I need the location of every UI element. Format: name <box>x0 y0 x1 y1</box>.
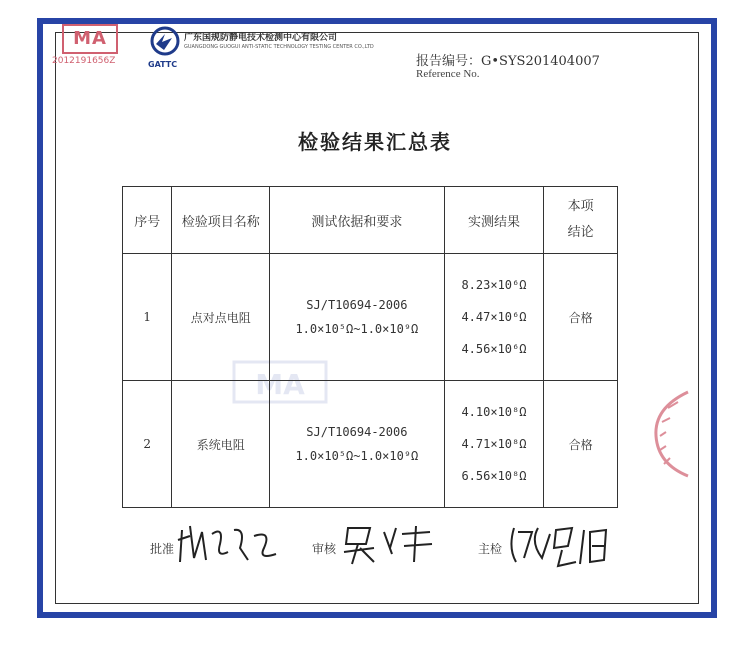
cell-results <box>444 254 544 381</box>
cell-no: 1 <box>123 254 172 381</box>
standard-code: SJ/T10694-2006 <box>306 425 408 439</box>
cma-logo <box>52 24 132 78</box>
header-results: 实测结果 <box>444 187 544 254</box>
cma-mark: MA <box>62 24 118 54</box>
header-standard: 测试依据和要求 <box>270 187 444 254</box>
header-conclusion <box>544 187 618 254</box>
cell-conclusion: 合格 <box>544 254 618 381</box>
gattc-logo <box>148 22 374 76</box>
institution-name: 广东国规防静电技术检测中心有限公司 <box>184 33 338 43</box>
cell-standard <box>270 381 444 508</box>
standard-requirement: 1.0×10⁵Ω~1.0×10⁹Ω <box>295 322 419 336</box>
red-seal-stamp <box>648 388 694 480</box>
cell-no: 2 <box>123 381 172 508</box>
cell-standard <box>270 254 444 381</box>
inspect-signature <box>506 518 616 570</box>
result-value: 8.23×10⁶Ω <box>461 278 527 292</box>
report-number: 报告编号：G•SYS201404007 <box>416 54 600 69</box>
review-signature <box>340 518 440 568</box>
svg-text:MA: MA <box>255 368 305 401</box>
cma-code: 2012191656Z <box>52 56 116 66</box>
table-row <box>123 254 618 381</box>
table-row <box>123 381 618 508</box>
cell-item: 点对点电阻 <box>172 254 270 381</box>
cell-conclusion: 合格 <box>544 381 618 508</box>
review-label: 审核 <box>312 542 337 556</box>
result-value: 4.56×10⁶Ω <box>461 342 527 356</box>
cell-results <box>444 381 544 508</box>
result-value: 4.47×10⁶Ω <box>461 310 527 324</box>
approve-signature <box>176 518 286 568</box>
approve-label: 批准 <box>150 542 175 556</box>
header-no: 序号 <box>123 187 172 254</box>
gattc-label: GATTC <box>148 60 178 69</box>
header-item: 检验项目名称 <box>172 187 270 254</box>
results-table <box>122 186 618 508</box>
result-value: 4.71×10⁸Ω <box>461 437 527 451</box>
cell-item: 系统电阻 <box>172 381 270 508</box>
reference-label: Reference No. <box>416 68 480 80</box>
result-value: 4.10×10⁸Ω <box>461 405 527 419</box>
page-title: 检验结果汇总表 <box>298 130 452 154</box>
institution-name-en: GUANGDONG GUOGUI ANTI-STATIC TECHNOLOGY TESTING CENTER CO.,LTD <box>184 44 374 50</box>
header-conclusion-label: 本项结论 <box>567 199 594 240</box>
table-header-row <box>123 187 618 254</box>
inspect-label: 主检 <box>478 542 503 556</box>
gattc-icon <box>150 26 180 56</box>
standard-requirement: 1.0×10⁵Ω~1.0×10⁹Ω <box>295 449 419 463</box>
result-value: 6.56×10⁸Ω <box>461 469 527 483</box>
standard-code: SJ/T10694-2006 <box>306 298 408 312</box>
